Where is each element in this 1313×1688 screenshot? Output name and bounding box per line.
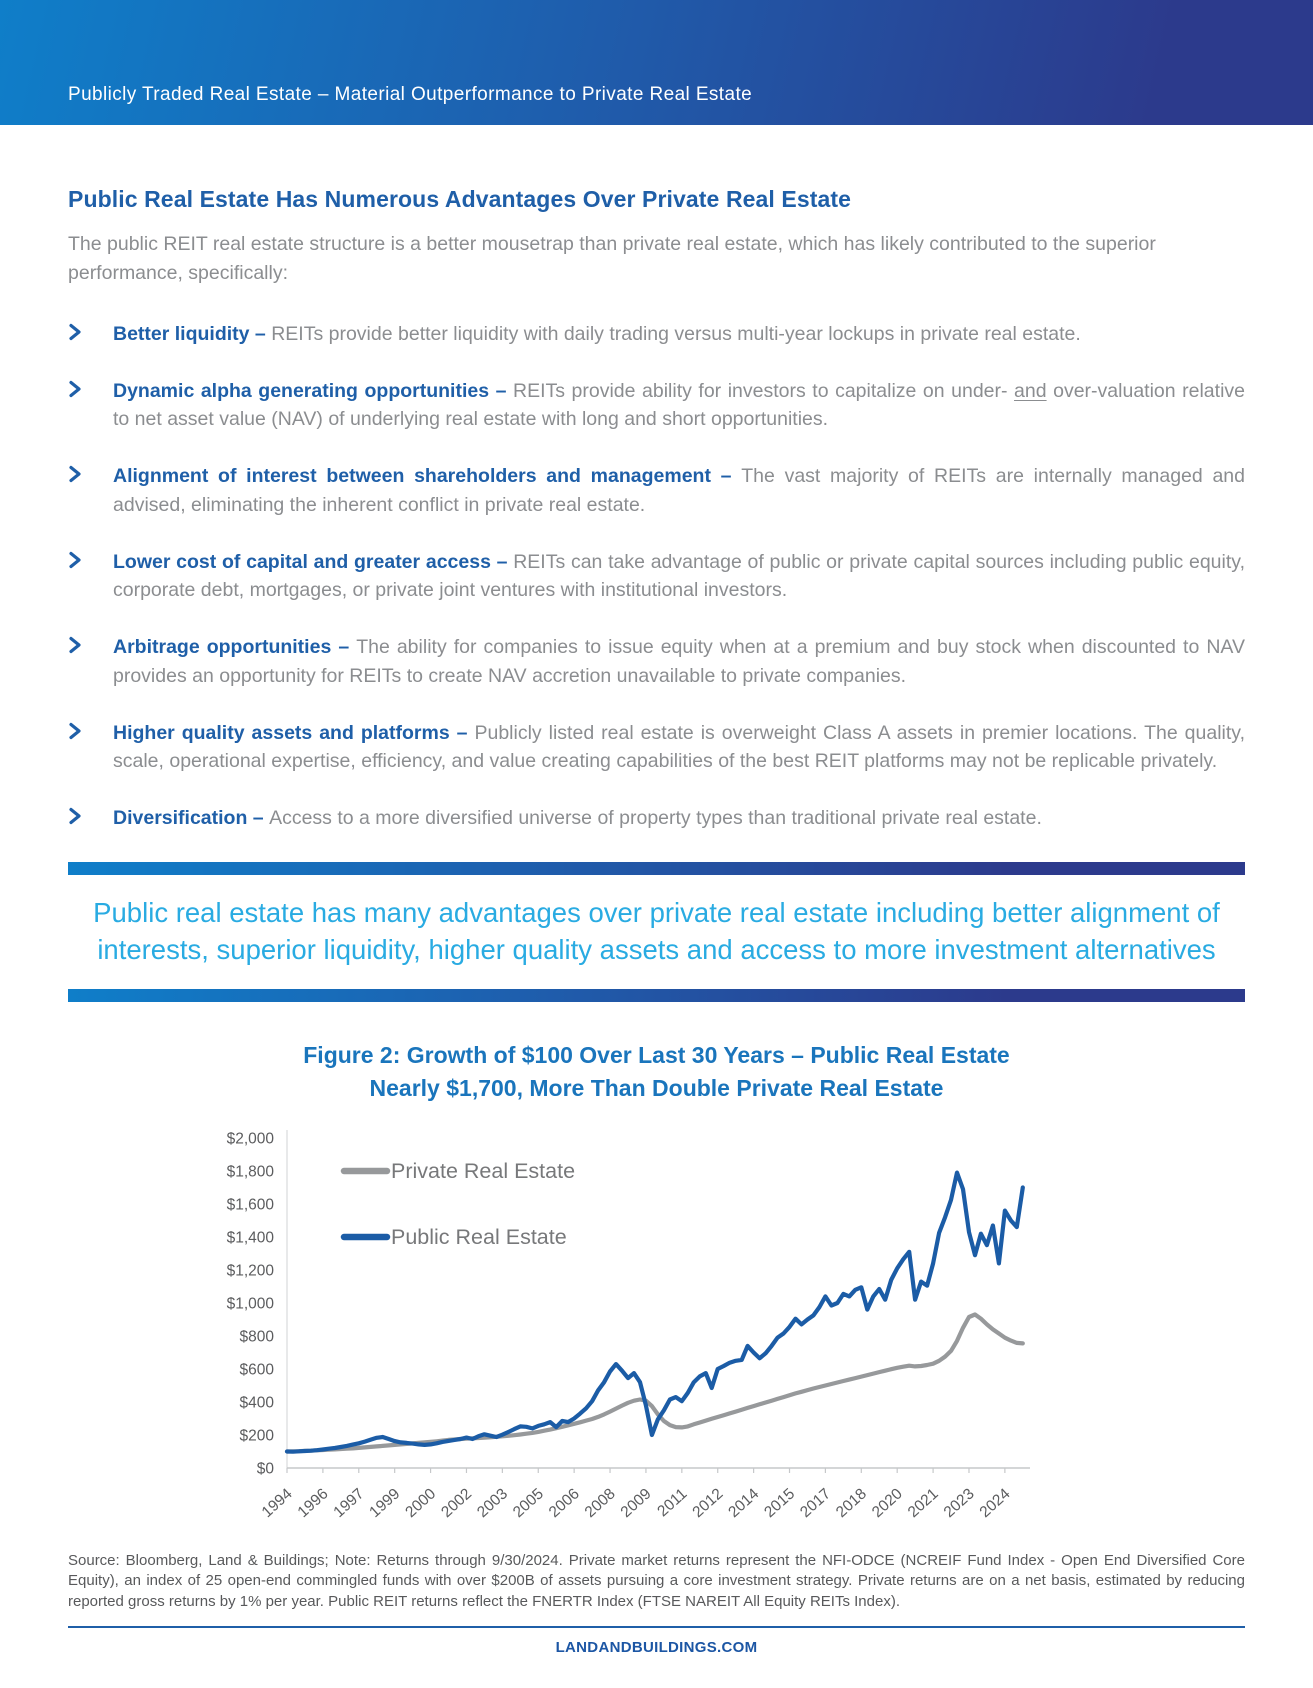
bullet-item (68, 719, 1245, 776)
x-axis-tick-label: 2014 (724, 1485, 762, 1521)
bullet-segment: The ability for companies to issue equity when at a premium and buy stock when discounted to NAV provides an opportunity for REITs to create NAV accretion unavailable to private companies. (113, 636, 1245, 687)
chevron-right-icon (68, 719, 113, 776)
y-axis-tick-label: $2,000 (226, 1130, 274, 1148)
bullet-text (113, 804, 1245, 832)
chevron-right-icon (68, 377, 113, 434)
bullet-lead: Better liquidity – (113, 322, 272, 345)
x-axis-tick-label: 2012 (688, 1485, 726, 1521)
bullet-lead: Dynamic alpha generating opportunities – (113, 379, 513, 402)
figure-title-line1: Figure 2: Growth of $100 Over Last 30 Years – Public Real Estate (303, 1042, 1010, 1069)
bullet-lead: Lower cost of capital and greater access – (113, 550, 514, 573)
bullet-segment: REITs can take advantage of public or private capital sources including public equity, corporate debt, mortgages, or private joint ventures with institutional investors. (113, 550, 1245, 602)
figure-title-line2: Nearly $1,700, More Than Double Private Real Estate (369, 1074, 944, 1101)
chevron-right-icon (68, 548, 113, 605)
chevron-right-icon (68, 320, 113, 348)
chevron-right-icon (68, 804, 113, 832)
y-axis-tick-label: $1,400 (226, 1229, 274, 1247)
gradient-bar-top (68, 862, 1245, 875)
bullet-lead: Arbitrage opportunities – (113, 636, 357, 659)
bullet-segment: Publicly listed real estate is overweight Class A assets in premier locations. The quality, scale, operational expertise, efficiency, and value creating capabilities of the best REIT platforms may not be replicable privately. (113, 721, 1245, 773)
bullet-text (113, 548, 1245, 605)
x-axis-tick-label: 2023 (940, 1485, 978, 1521)
bullet-segment: over-valuation relative to net asset value (NAV) of underlying real estate with long and short opportunities. (113, 379, 1245, 431)
bullet-text (113, 633, 1245, 690)
legend-label: Public Real Estate (390, 1224, 567, 1249)
x-axis-tick-label: 1999 (365, 1485, 403, 1521)
x-axis-tick-label: 2024 (976, 1485, 1014, 1521)
bullet-lead: Higher quality assets and platforms – (113, 721, 475, 744)
footer-site-link[interactable]: LANDANDBUILDINGS.COM (555, 1638, 758, 1656)
x-axis-tick-label: 2020 (868, 1485, 906, 1521)
y-axis-tick-label: $600 (239, 1361, 274, 1379)
x-axis-tick-label: 2002 (437, 1485, 475, 1521)
growth-chart (192, 1116, 1122, 1549)
x-axis-tick-label: 2015 (760, 1485, 798, 1521)
bullet-lead: Alignment of interest between shareholders and management – (113, 465, 742, 488)
x-axis-tick-label: 1996 (294, 1485, 332, 1521)
x-axis-tick-label: 2003 (473, 1485, 511, 1521)
footer-divider (68, 1626, 1245, 1628)
y-axis-tick-label: $0 (256, 1460, 274, 1478)
figure-title (68, 1039, 1245, 1103)
x-axis-tick-label: 2009 (617, 1485, 655, 1521)
x-axis-tick-label: 1997 (329, 1485, 367, 1521)
bullet-segment: Access to a more diversified universe of property types than traditional private real estate. (269, 807, 1042, 830)
bullet-segment: and (1014, 379, 1047, 402)
bullet-segment: The vast majority of REITs are internally managed and advised, eliminating the inherent conflict in private real estate. (113, 465, 1245, 516)
header-banner (0, 0, 1313, 125)
source-note: Source: Bloomberg, Land & Buildings; Note: Returns through 9/30/2024. Private market returns represent the NFI-ODCE (NCREIF Fund Index - Open End Diversified Core Equity), an index of 25 open-end commingled funds with over $200B of assets pursuing a core investment strategy. Private returns are on a net basis, estimated by reducing reported gross returns by 1% per year. Public REIT returns reflect the FNERTR Index (FTSE NAREIT All Equity REITs Index). (68, 1551, 1245, 1610)
x-axis-tick-label: 2008 (581, 1485, 619, 1521)
bullet-segment: REITs provide ability for investors to capitalize on under- (513, 379, 1015, 402)
intro-paragraph: The public REIT real estate structure is a better mousetrap than private real estate, which has likely contributed to the superior performance, specifically: (68, 233, 1156, 285)
bullet-lead: Diversification – (113, 807, 270, 830)
chevron-right-icon (68, 462, 113, 519)
bullet-segment: REITs provide better liquidity with daily trading versus multi-year lockups in private real estate. (271, 322, 1081, 345)
gradient-bar-bottom (68, 989, 1245, 1002)
y-axis-tick-label: $200 (239, 1427, 274, 1445)
x-axis-tick-label: 2021 (904, 1485, 942, 1521)
y-axis-tick-label: $1,000 (226, 1295, 274, 1313)
callout-text: Public real estate has many advantages over private real estate including better alignment of interests, superior liquidity, higher quality assets and access to more investment alternatives (93, 896, 1220, 965)
y-axis-tick-label: $1,600 (226, 1196, 274, 1214)
x-axis-tick-label: 2011 (653, 1485, 691, 1521)
x-axis-tick-label: 1994 (258, 1485, 296, 1521)
bullet-text (113, 377, 1245, 434)
bullet-text (113, 462, 1245, 519)
bullet-text (113, 719, 1245, 776)
y-axis-tick-label: $400 (239, 1394, 274, 1412)
x-axis-tick-label: 2006 (545, 1485, 583, 1521)
y-axis-tick-label: $1,800 (226, 1163, 274, 1181)
bullet-item (68, 377, 1245, 434)
x-axis-tick-label: 2000 (401, 1485, 439, 1521)
bullet-text (113, 320, 1245, 348)
callout-band (68, 862, 1245, 1003)
bullet-item (68, 548, 1245, 605)
bullet-item (68, 804, 1245, 832)
bullet-list (68, 320, 1245, 833)
bullet-item (68, 633, 1245, 690)
x-axis-tick-label: 2018 (832, 1485, 870, 1521)
growth-chart-svg (192, 1116, 1122, 1544)
chevron-right-icon (68, 633, 113, 690)
page-content (0, 186, 1313, 1656)
y-axis-tick-label: $1,200 (226, 1262, 274, 1280)
header-title: Publicly Traded Real Estate – Material Outperformance to Private Real Estate (68, 84, 753, 105)
bullet-item (68, 320, 1245, 348)
bullet-item (68, 462, 1245, 519)
x-axis-tick-label: 2005 (509, 1485, 547, 1521)
x-axis-tick-label: 2017 (796, 1485, 834, 1521)
y-axis-tick-label: $800 (239, 1328, 274, 1346)
legend-label: Private Real Estate (390, 1158, 575, 1183)
section-heading: Public Real Estate Has Numerous Advantages Over Private Real Estate (68, 186, 852, 212)
